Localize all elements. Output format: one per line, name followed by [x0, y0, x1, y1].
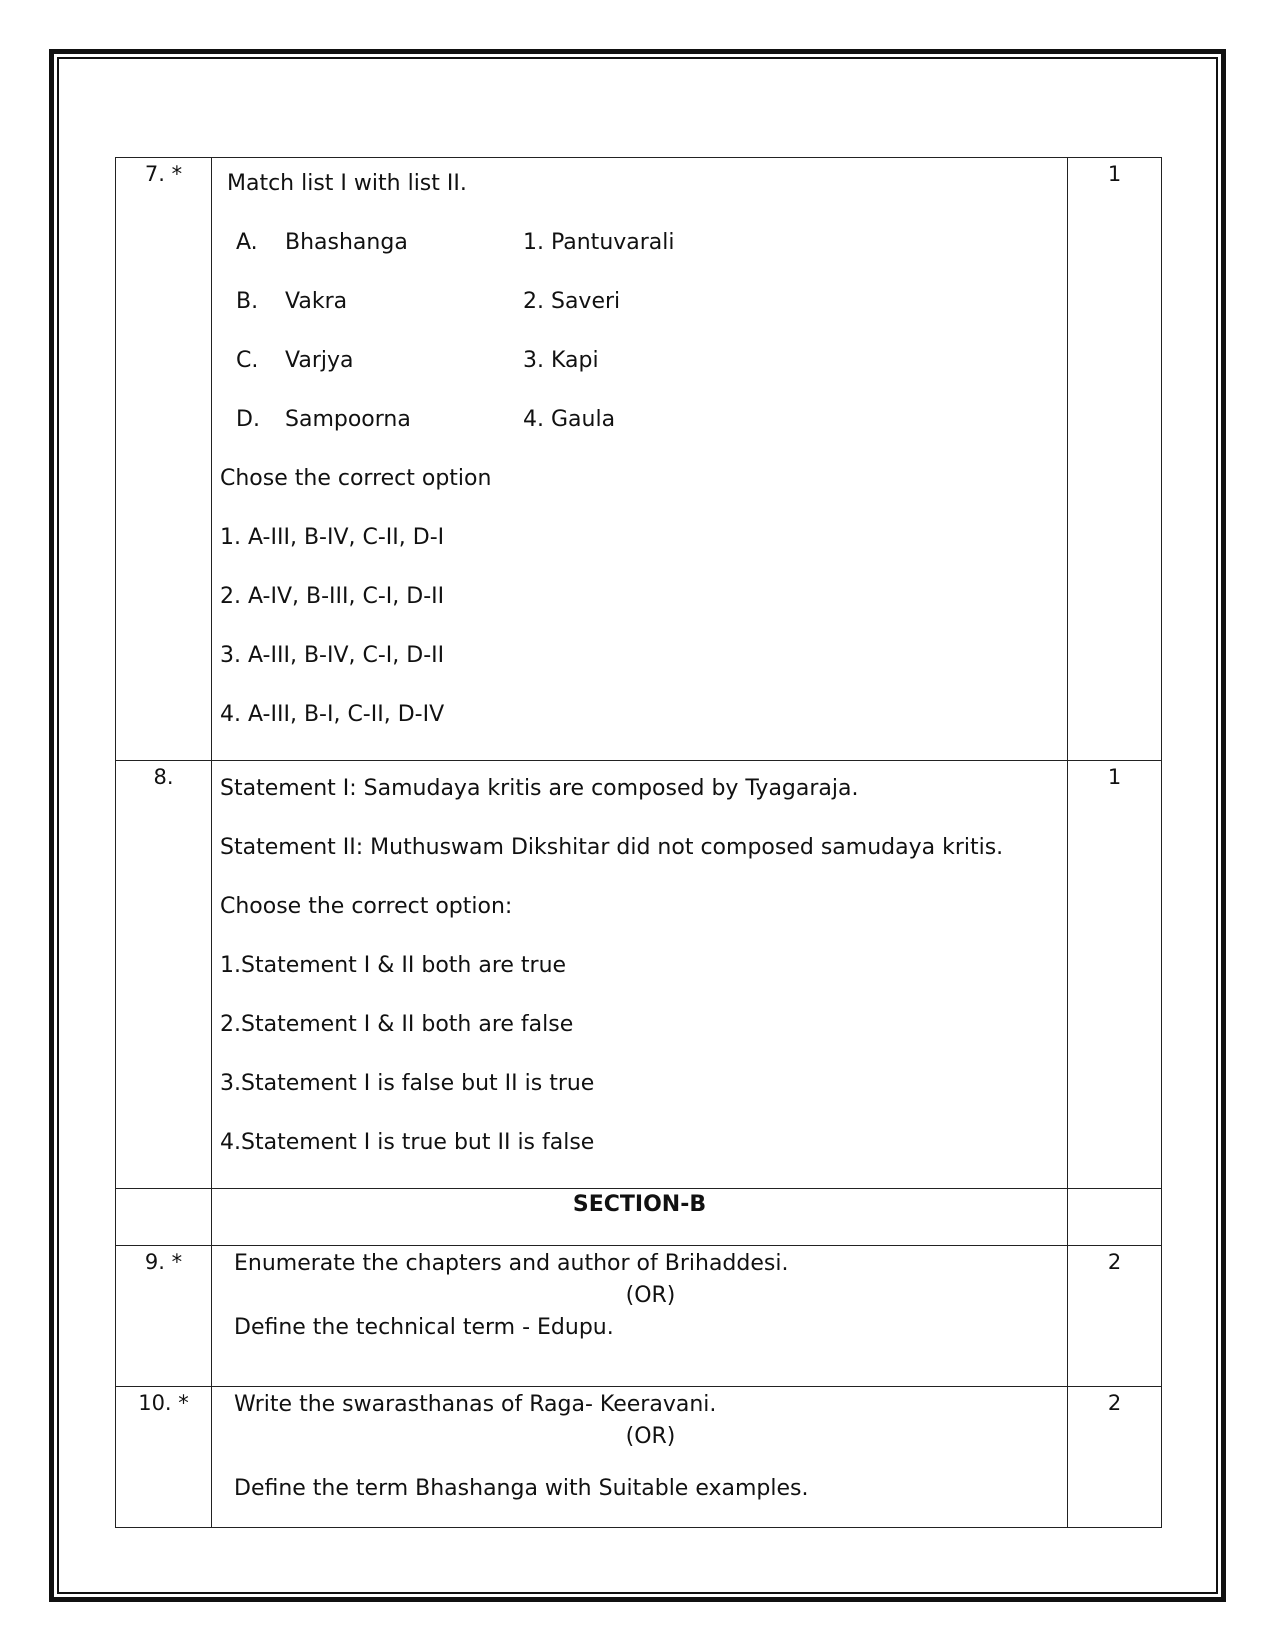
- question-number-cell: [116, 1246, 212, 1387]
- match-item: Sampoorna: [285, 407, 411, 432]
- answer-option-2: 2.Statement I & II both are false: [220, 1012, 574, 1037]
- marks-value: 2: [1107, 1250, 1122, 1274]
- answer-option-1: 1. A-III, B-IV, C-II, D-I: [220, 525, 445, 550]
- question-number: 7. *: [144, 162, 183, 186]
- question-table: [115, 157, 1162, 1528]
- match-letter: B.: [236, 289, 259, 314]
- empty-cell: [1068, 1189, 1162, 1246]
- question-row-8: [116, 761, 1162, 1189]
- marks-cell: [1068, 761, 1162, 1189]
- match-item: Bhashanga: [285, 230, 408, 255]
- answer-option-1: 1.Statement I & II both are true: [220, 953, 567, 978]
- match-option: 4. Gaula: [523, 407, 616, 432]
- match-row-c: [212, 347, 1067, 406]
- question-row-7: [116, 158, 1162, 761]
- marks-cell: [1068, 158, 1162, 761]
- question-alternative: Define the technical term - Edupu.: [234, 1315, 614, 1340]
- question-row-9: [116, 1246, 1162, 1387]
- question-prompt: Match list I with list II.: [227, 171, 467, 196]
- question-text: Enumerate the chapters and author of Brihaddesi.: [234, 1251, 789, 1276]
- question-text: Write the swarasthanas of Raga- Keeravani.: [234, 1392, 717, 1417]
- statement-2: Statement II: Muthuswam Dikshitar did not composed samudaya kritis.: [220, 835, 1004, 860]
- answer-option-4: 4.Statement I is true but II is false: [220, 1130, 595, 1155]
- match-row-a: [212, 229, 1067, 288]
- question-10-content: [212, 1387, 1068, 1528]
- question-row-10: [116, 1387, 1162, 1528]
- match-item: Varjya: [285, 348, 354, 373]
- empty-cell: [116, 1189, 212, 1246]
- question-number: 8.: [153, 765, 174, 789]
- marks-value: 1: [1107, 162, 1122, 186]
- question-number-cell: [116, 761, 212, 1189]
- match-row-b: [212, 288, 1067, 347]
- or-separator: (OR): [625, 1424, 676, 1449]
- marks-value: 2: [1107, 1391, 1122, 1415]
- match-option: 3. Kapi: [523, 348, 599, 373]
- answer-option-2: 2. A-IV, B-III, C-I, D-II: [220, 584, 445, 609]
- marks-value: 1: [1107, 765, 1122, 789]
- question-instruction: Choose the correct option:: [220, 894, 513, 919]
- question-number: 10. *: [138, 1391, 189, 1415]
- question-number-cell: [116, 158, 212, 761]
- question-instruction: Chose the correct option: [220, 466, 492, 491]
- marks-cell: [1068, 1387, 1162, 1528]
- answer-option-3: 3.Statement I is false but II is true: [220, 1071, 595, 1096]
- question-7-content: [212, 158, 1068, 761]
- match-option: 2. Saveri: [523, 289, 621, 314]
- question-alternative: Define the term Bhashanga with Suitable examples.: [234, 1476, 809, 1501]
- answer-option-3: 3. A-III, B-IV, C-I, D-II: [220, 643, 445, 668]
- answer-option-4: 4. A-III, B-I, C-II, D-IV: [220, 702, 445, 727]
- match-item: Vakra: [285, 289, 348, 314]
- question-number-cell: [116, 1387, 212, 1528]
- section-header-row: [116, 1189, 1162, 1246]
- match-letter: C.: [236, 348, 259, 373]
- section-title: SECTION-B: [212, 1189, 1068, 1246]
- match-letter: D.: [236, 407, 260, 432]
- or-separator: (OR): [625, 1283, 676, 1308]
- statement-1: Statement I: Samudaya kritis are composed by Tyagaraja.: [220, 776, 859, 801]
- question-8-content: [212, 761, 1068, 1189]
- match-option: 1. Pantuvarali: [523, 230, 675, 255]
- question-9-content: [212, 1246, 1068, 1387]
- match-letter: A.: [236, 230, 258, 255]
- question-number: 9. *: [144, 1250, 183, 1274]
- match-row-d: [212, 406, 1067, 465]
- marks-cell: [1068, 1246, 1162, 1387]
